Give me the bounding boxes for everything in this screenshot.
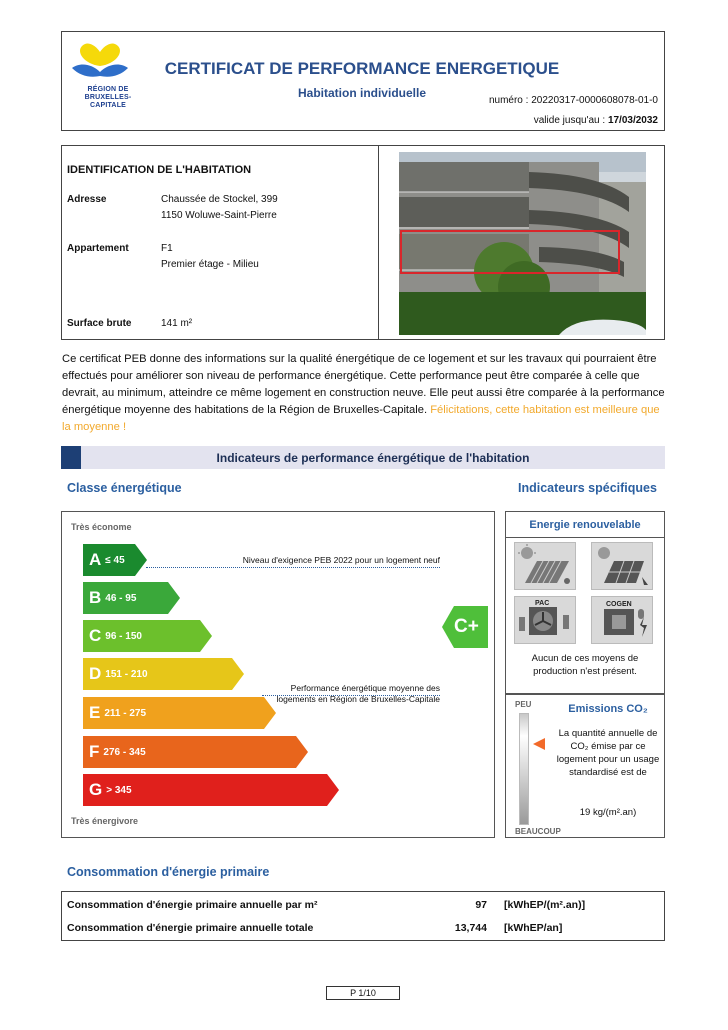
gauge-beaucoup-label: BEAUCOUP xyxy=(515,827,561,836)
energy-band-c xyxy=(83,620,212,652)
heat-pump-icon xyxy=(514,596,576,644)
indicators-title: Indicateurs de performance énergétique de l'habitation xyxy=(216,451,530,465)
consumption-table xyxy=(61,891,665,941)
adresse-line1: Chaussée de Stockel, 399 xyxy=(161,194,278,205)
appartement-line2: Premier étage - Milieu xyxy=(161,259,259,270)
page-number: P 1/10 xyxy=(326,986,400,1000)
gauge-peu-label: PEU xyxy=(515,700,532,709)
ref-new-building-line xyxy=(146,567,440,568)
indicators-bar xyxy=(61,446,665,469)
co2-title: Emissions CO₂ xyxy=(568,703,648,715)
band-c-letter: C xyxy=(89,626,102,645)
solar-panel-icon xyxy=(591,542,653,590)
identification-title: IDENTIFICATION DE L'HABITATION xyxy=(67,164,252,176)
building-photo xyxy=(399,152,646,335)
band-a-letter: A xyxy=(89,550,102,569)
current-class-label: C+ xyxy=(454,616,479,637)
consumption-title: Consommation d'énergie primaire xyxy=(67,865,270,879)
adresse-line2: 1150 Woluwe-Saint-Pierre xyxy=(161,210,277,221)
renewable-divider xyxy=(506,537,664,538)
band-e-range: 211 - 275 xyxy=(104,707,147,719)
intro-paragraph xyxy=(62,351,665,436)
ref-average-line xyxy=(262,695,440,696)
appartement-label: Appartement xyxy=(67,243,129,254)
intro-text: Ce certificat PEB donne des informations sur la qualité énergétique de ce logement et sur les travaux qui pourraient être effectués pour améliorer son niveau de performance énergétique. Cette performance peut être comparée à celle que devrait, au minimum, atteindre ce même logement en construction neuve. Elle peut aussi être comparée à la performance énergétique moyenne des habitations de la Région de Bruxelles-Capitale. xyxy=(62,353,665,416)
indicators-bar-marker xyxy=(61,446,81,469)
appartement-line1: F1 xyxy=(161,243,173,254)
band-f-letter: F xyxy=(89,742,100,761)
pac-label: PAC xyxy=(535,600,550,607)
co2-gauge-pointer-icon xyxy=(533,737,545,755)
co2-emissions-box xyxy=(505,694,665,838)
consumption-per-m2-label: Consommation d'énergie primaire annuelle par m² xyxy=(67,899,318,911)
valide-value: 17/03/2032 xyxy=(607,115,658,126)
energy-class-box xyxy=(61,511,495,838)
band-d-range: 151 - 210 xyxy=(105,668,148,680)
page-title: CERTIFICAT DE PERFORMANCE ENERGETIQUE xyxy=(164,59,560,78)
indicateurs-specifiques-title: Indicateurs spécifiques xyxy=(518,481,657,495)
valide-label: valide jusqu'au : xyxy=(533,115,608,126)
surface-value: 141 m² xyxy=(161,318,193,329)
band-f-range: 276 - 345 xyxy=(103,746,146,758)
table-row xyxy=(67,922,657,938)
brussels-iris-logo xyxy=(70,38,130,118)
certificate-number xyxy=(489,95,658,106)
consumption-total-value: 13,744 xyxy=(454,922,487,934)
band-d-letter: D xyxy=(89,664,102,683)
identification-box xyxy=(61,145,665,340)
ref-average-line2: logements en Région de Bruxelles-Capitale xyxy=(276,694,440,704)
surface-label: Surface brute xyxy=(67,318,132,329)
identification-divider xyxy=(378,146,379,339)
energy-band-b xyxy=(83,582,180,614)
consumption-per-m2-value: 97 xyxy=(475,899,487,911)
numero-value: 20220317-0000608078-01-0 xyxy=(531,95,658,106)
ref-average-line1: Performance énergétique moyenne des xyxy=(290,683,440,693)
energy-band-a xyxy=(83,544,147,576)
table-row xyxy=(67,899,657,915)
renewable-energy-title: Energie renouvelable xyxy=(529,519,641,531)
ref-new-building-label: Niveau d'exigence PEB 2022 pour un logement neuf xyxy=(242,555,440,565)
co2-gauge xyxy=(519,713,529,825)
consumption-total-label: Consommation d'énergie primaire annuelle totale xyxy=(67,922,314,934)
cogeneration-icon xyxy=(591,596,653,644)
band-a-range: ≤ 45 xyxy=(105,554,125,566)
band-e-letter: E xyxy=(89,703,101,722)
solar-thermal-icon xyxy=(514,542,576,590)
tres-energivore-label: Très énergivore xyxy=(71,816,139,826)
numero-label: numéro : xyxy=(488,95,532,106)
logo-text: RÉGION DE BRUXELLES- CAPITALE xyxy=(84,86,132,109)
validity-date xyxy=(534,115,658,126)
renewable-note: Aucun de ces moyens de production n'est présent. xyxy=(531,653,639,677)
band-b-letter: B xyxy=(89,588,102,607)
energy-band-f xyxy=(83,736,308,768)
ref-average-label xyxy=(212,683,440,705)
renewable-energy-box xyxy=(505,511,665,694)
adresse-label: Adresse xyxy=(67,194,107,205)
classe-energetique-title: Classe énergétique xyxy=(67,481,182,495)
band-g-range: > 345 xyxy=(106,784,132,796)
energy-band-g xyxy=(83,774,339,806)
band-g-letter: G xyxy=(89,780,103,799)
band-b-range: 46 - 95 xyxy=(105,592,137,604)
co2-value: 19 kg/(m².an) xyxy=(579,807,637,818)
page-subtitle: Habitation individuelle xyxy=(297,86,426,100)
header-box xyxy=(61,31,665,131)
cogen-label: COGEN xyxy=(606,601,632,608)
co2-description: La quantité annuelle de CO₂ émise par ce logement pour un usage standardisé est de xyxy=(556,728,660,778)
band-c-range: 96 - 150 xyxy=(105,630,142,642)
intro-highlight: Félicitations, cette habitation est meilleure que la moyenne ! xyxy=(62,404,660,433)
consumption-total-unit: [kWhEP/an] xyxy=(504,922,563,934)
consumption-per-m2-unit: [kWhEP/(m².an)] xyxy=(504,899,586,911)
tres-econome-label: Très économe xyxy=(71,522,132,532)
